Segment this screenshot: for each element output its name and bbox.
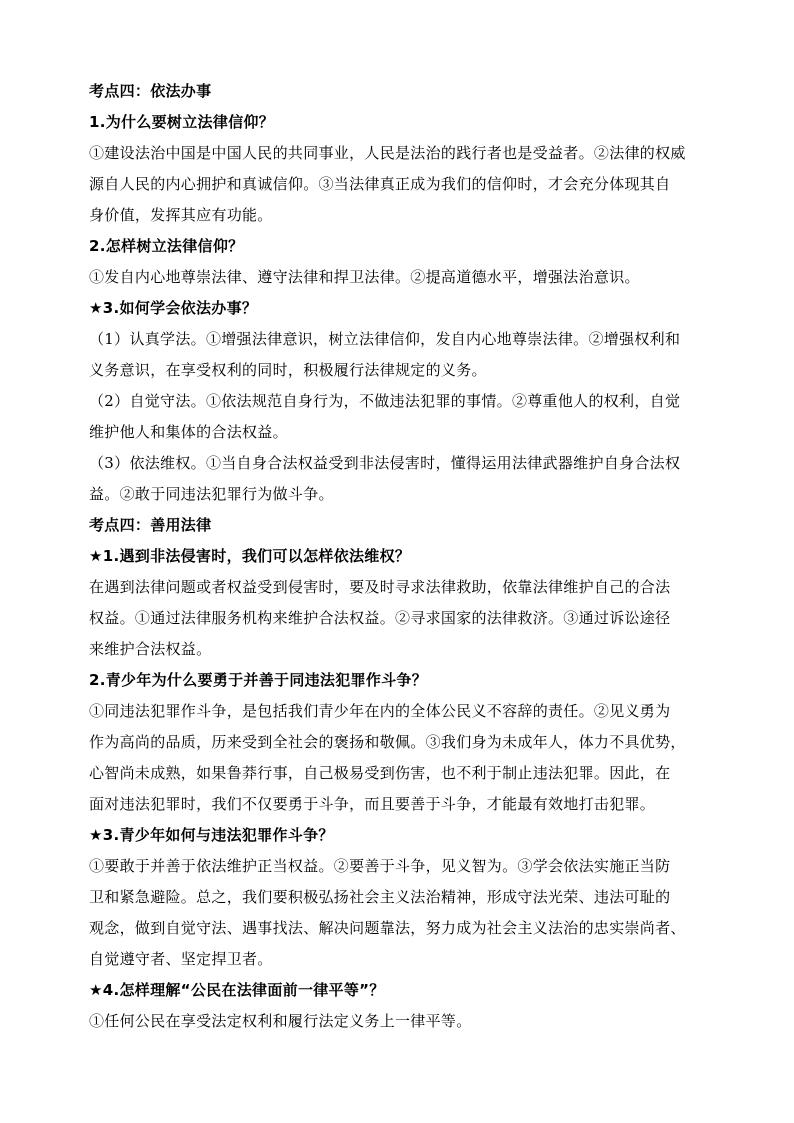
answer-line: 卫和紧急避险。总之，我们要积极弘扬社会主义法治精神，形成守法光荣、违法可耻的 — [89, 888, 671, 906]
answer-line: 在遇到法律问题或者权益受到侵害时，要及时寻求法律救助，依靠法律维护自己的合法 — [89, 578, 671, 596]
answer-line: 观念，做到自觉守法、遇事找法、解决问题靠法，努力成为社会主义法治的忠实崇尚者、 — [89, 919, 686, 937]
answer-line: ①同违法犯罪作斗争，是包括我们青少年在内的全体公民义不容辞的责任。②见义勇为 — [89, 702, 671, 720]
answer-line: 自觉遵守者、坚定捍卫者。 — [89, 950, 273, 968]
section-heading: 考点四：善用法律 — [89, 516, 212, 534]
answer-line: 来维护合法权益。 — [89, 640, 212, 658]
answer-line: ①任何公民在享受法定权利和履行法定义务上一律平等。 — [89, 1012, 472, 1030]
answer-line: ①要敢于并善于依法维护正当权益。②要善于斗争，见义智为。③学会依法实施正当防 — [89, 857, 671, 875]
question-title: ★4.怎样理解“公民在法律面前一律平等”？ — [89, 981, 385, 999]
answer-line: 权益。①通过法律服务机构来维护合法权益。②寻求国家的法律救济。③通过诉讼途径 — [89, 609, 671, 627]
answer-line: 心智尚未成熟，如果鲁莽行事，自己极易受到伤害，也不利于制止违法犯罪。因此，在 — [89, 764, 671, 782]
answer-line: （2）自觉守法。①依法规范自身行为，不做违法犯罪的事情。②尊重他人的权利，自觉 — [89, 392, 681, 410]
section-heading: 考点四：依法办事 — [89, 82, 212, 100]
answer-line: ①建设法治中国是中国人民的共同事业，人民是法治的践行者也是受益者。②法律的权威 — [89, 144, 686, 162]
answer-line: 维护他人和集体的合法权益。 — [89, 423, 288, 441]
answer-line: 义务意识，在享受权利的同时，积极履行法律规定的义务。 — [89, 361, 487, 379]
answer-line: （1）认真学法。①增强法律意识，树立法律信仰，发自内心地尊崇法律。②增强权利和 — [89, 330, 681, 348]
answer-line: 源自人民的内心拥护和真诚信仰。③当法律真正成为我们的信仰时，才会充分体现其自 — [89, 175, 671, 193]
question-title: 2.怎样树立法律信仰？ — [89, 237, 244, 255]
question-title: 2.青少年为什么要勇于并善于同违法犯罪作斗争？ — [89, 671, 428, 689]
question-title: ★3.如何学会依法办事？ — [89, 299, 258, 317]
question-title: ★3.青少年如何与违法犯罪作斗争？ — [89, 826, 334, 844]
question-title: 1.为什么要树立法律信仰？ — [89, 113, 275, 131]
answer-line: （3）依法维权。①当自身合法权益受到非法侵害时，懂得运用法律武器维护自身合法权 — [89, 454, 681, 472]
answer-line: 面对违法犯罪时，我们不仅要勇于斗争，而且要善于斗争，才能最有效地打击犯罪。 — [89, 795, 656, 813]
answer-line: ①发自内心地尊崇法律、遵守法律和捍卫法律。②提高道德水平，增强法治意识。 — [89, 268, 640, 286]
question-title: ★1.遇到非法侵害时，我们可以怎样依法维权？ — [89, 547, 411, 565]
answer-line: 身价值，发挥其应有功能。 — [89, 206, 273, 224]
answer-line: 益。②敢于同违法犯罪行为做斗争。 — [89, 485, 334, 503]
answer-line: 作为高尚的品质，历来受到全社会的褒扬和敬佩。③我们身为未成年人，体力不具优势， — [89, 733, 686, 751]
